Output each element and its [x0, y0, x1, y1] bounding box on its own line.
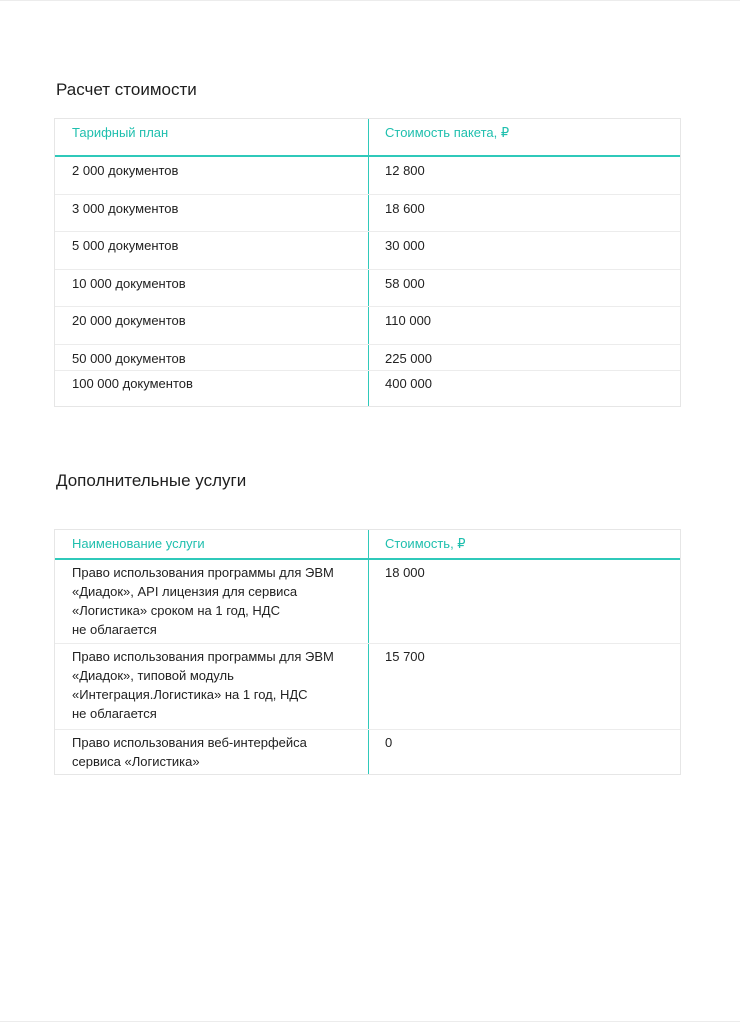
price-cell: 30 000 — [385, 238, 425, 253]
price-cell: 400 000 — [385, 375, 432, 391]
pricing-table — [54, 118, 681, 407]
service-line: Право использования веб-интерфейса — [72, 735, 307, 750]
plan-cell: 50 000 документов — [72, 350, 186, 366]
price-cell: 110 000 — [385, 313, 432, 328]
service-line: не облагается — [72, 622, 157, 637]
page-bottom-edge — [0, 1021, 740, 1022]
services-title: Дополнительные услуги — [56, 471, 247, 490]
plan-cell: 3 000 документов — [72, 200, 179, 216]
plan-cell: 20 000 документов — [72, 313, 186, 328]
table-header-row — [55, 530, 680, 560]
service-line: Право использования программы для ЭВМ — [72, 649, 334, 664]
price-cell: 18 600 — [385, 200, 425, 216]
plan-cell: 2 000 документов — [72, 163, 179, 178]
price-cell: 12 800 — [385, 163, 425, 178]
service-line: «Диадок», API лицензия для сервиса — [72, 584, 298, 599]
service-price-cell: 0 — [385, 735, 393, 750]
service-line: «Интеграция.Логистика» на 1 год, НДС — [72, 687, 308, 702]
table-row — [55, 644, 680, 730]
pricing-title: Расчет стоимости — [56, 80, 197, 99]
table-row — [55, 195, 680, 233]
service-name-cell — [55, 560, 368, 643]
price-cell: 225 000 — [385, 350, 432, 366]
service-name-cell — [55, 644, 368, 729]
service-line: не облагается — [72, 706, 157, 721]
service-line: Право использования программы для ЭВМ — [72, 565, 334, 580]
service-line: «Логистика» сроком на 1 год, НДС — [72, 603, 280, 618]
table-header-row — [55, 119, 680, 157]
header-cell-cost: Стоимость, ₽ — [385, 536, 466, 551]
page-top-edge — [0, 0, 740, 1]
plan-cell: 5 000 документов — [72, 238, 179, 253]
table-row — [55, 371, 680, 407]
header-cell-service: Наименование услуги — [72, 536, 205, 551]
service-name-cell — [55, 730, 368, 774]
services-table — [54, 529, 681, 775]
service-line: «Диадок», типовой модуль — [72, 668, 234, 683]
plan-cell: 10 000 документов — [72, 275, 186, 291]
price-cell: 58 000 — [385, 275, 425, 291]
table-row — [55, 270, 680, 308]
table-row — [55, 232, 680, 270]
header-cell-plan: Тарифный план — [72, 125, 169, 140]
plan-cell: 100 000 документов — [72, 375, 193, 391]
table-row — [55, 307, 680, 345]
service-price-cell: 18 000 — [385, 565, 425, 580]
service-price-cell: 15 700 — [385, 649, 425, 664]
table-row — [55, 345, 680, 371]
table-row — [55, 730, 680, 774]
table-row — [55, 560, 680, 644]
table-row — [55, 157, 680, 195]
header-cell-price: Стоимость пакета, ₽ — [385, 125, 510, 140]
service-line: сервиса «Логистика» — [72, 754, 200, 769]
